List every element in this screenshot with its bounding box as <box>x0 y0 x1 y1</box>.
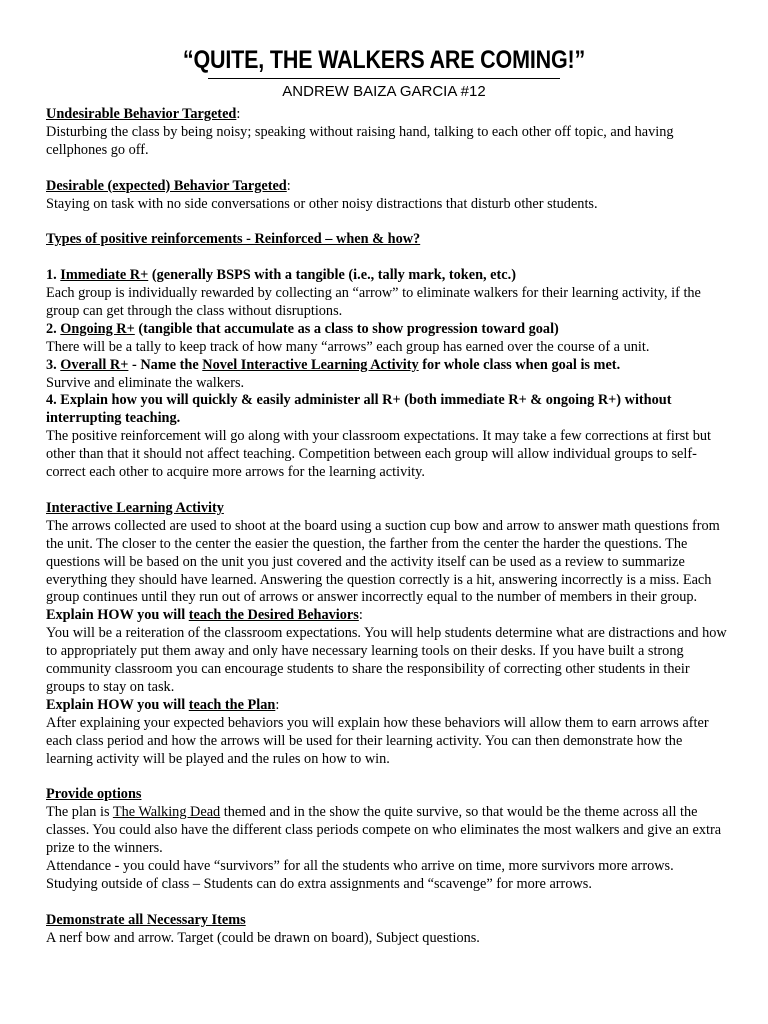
title-underline <box>208 78 560 79</box>
item1-label: Immediate R+ <box>60 267 149 284</box>
item3-heading <box>46 357 730 375</box>
options-paragraph-3: Studying outside of class – Students can do extra assignments and “scavenge” for more arrows. <box>46 875 592 892</box>
options-p1-label: The Walking Dead <box>112 804 221 821</box>
item2-heading <box>46 321 730 339</box>
items-text: A nerf bow and arrow. Target (could be drawn on board), Subject questions. <box>46 929 480 946</box>
undesirable-heading-line <box>46 106 730 124</box>
options-paragraph-2: Attendance - you could have “survivors” for all the students who arrive on time, more survivors more arrows. <box>46 857 674 874</box>
document-body <box>46 106 730 948</box>
teach-plan-heading <box>46 697 730 715</box>
item2-text: There will be a tally to keep track of how many “arrows” each group has earned over the course of a unit. <box>46 338 650 355</box>
item2-rest: (tangible that accumulate as a class to show progression toward goal) <box>134 320 559 337</box>
item3-label: Overall R+ <box>60 356 129 373</box>
undesirable-heading: Undesirable Behavior Targeted <box>46 106 237 122</box>
teach-plan-prefix: Explain HOW you will <box>46 696 189 713</box>
teach-behaviors-prefix: Explain HOW you will <box>46 607 189 624</box>
desirable-heading-line <box>46 178 730 196</box>
options-p1-pre: The plan is <box>46 804 113 821</box>
ila-text: The arrows collected are used to shoot at the board using a suction cup bow and arrow to answer math questions from the unit. The closer to the center the easier the question, the farther from the center the harder the questions. The questions will be based on the unit you just covered and the activity itself can be used as a review to summarize everything they should have learned. Answering the question correctly is a hit, answering incorrectly is a miss. Each group continues until they run out of arrows or answer incorrectly equal to the number of members in their group. <box>46 517 720 606</box>
teach-plan-colon: : <box>275 696 280 713</box>
item4-text: The positive reinforcement will go along with your classroom expectations. It may take a few corrections at first but other than that it should not affect teaching. Competition between each group will allow individual groups to self-correct each other to acquire more arrows for the learning activity. <box>46 428 712 481</box>
desirable-heading: Desirable (expected) Behavior Targeted <box>46 177 287 194</box>
undesirable-text: Disturbing the class by being noisy; speaking without raising hand, talking to each other off topic, and having cellphones go off. <box>46 123 674 158</box>
options-heading: Provide options <box>46 786 142 803</box>
item1-num: 1. <box>46 267 61 284</box>
document-title: “QUITE, THE WALKERS ARE COMING!” <box>182 46 586 74</box>
item3-rest: for whole class when goal is met. <box>418 356 621 373</box>
item1-text: Each group is individually rewarded by collecting an “arrow” to eliminate walkers for their learning activity, if the group can get through the class without disruptions. <box>46 285 701 319</box>
item3-num: 3. <box>46 356 61 373</box>
item4-heading: 4. Explain how you will quickly & easily administer all R+ (both immediate R+ & ongoing R+) without interrupting teaching. <box>46 392 672 427</box>
ila-heading: Interactive Learning Activity <box>46 499 224 516</box>
author-line: ANDREW BAIZA GARCIA #12 <box>282 83 486 100</box>
teach-behaviors-heading <box>46 607 730 625</box>
item1-rest: (generally BSPS with a tangible (i.e., tally mark, token, etc.) <box>148 267 516 284</box>
teach-plan-text: After explaining your expected behaviors you will explain how these behaviors will allow them to earn arrows after each class period and how the arrows will be used for their learning activity. You can then demonstrate how the learning activity will be played and the rules on how to win. <box>46 714 709 767</box>
item2-label: Ongoing R+ <box>60 320 135 337</box>
desirable-text: Staying on task with no side conversations or other noisy distractions that disturb other students. <box>46 195 598 212</box>
teach-behaviors-colon: : <box>358 607 363 624</box>
items-heading: Demonstrate all Necessary Items <box>46 911 246 928</box>
item3-text: Survive and eliminate the walkers. <box>46 374 245 391</box>
item3-label2: Novel Interactive Learning Activity <box>202 356 419 373</box>
desirable-colon: : <box>286 177 291 194</box>
options-paragraph-1 <box>46 804 730 858</box>
types-heading: Types of positive reinforcements - Reinforced – when & how? <box>46 231 421 248</box>
item1-heading <box>46 267 730 285</box>
teach-plan-label: teach the Plan <box>188 696 276 713</box>
teach-behaviors-text: You will be a reiteration of the classroom expectations. You will help students determine what are distractions and how to appropriately put them away and only have necessary learning tools on their desks. If you have built a strong community classroom you can encourage students to share the responsibility of correcting other students in their groups to stay on task. <box>46 625 727 695</box>
teach-behaviors-label: teach the Desired Behaviors <box>188 607 359 624</box>
options-p1-post: themed and in the show the quite survive, so that would be the theme across all the classes. You could also have the different class periods compete on who eliminates the most walkers and give an extra prize to the winners. <box>46 804 722 857</box>
item3-mid: - Name the <box>128 356 203 373</box>
undesirable-colon: : <box>236 106 241 122</box>
item2-num: 2. <box>46 320 61 337</box>
